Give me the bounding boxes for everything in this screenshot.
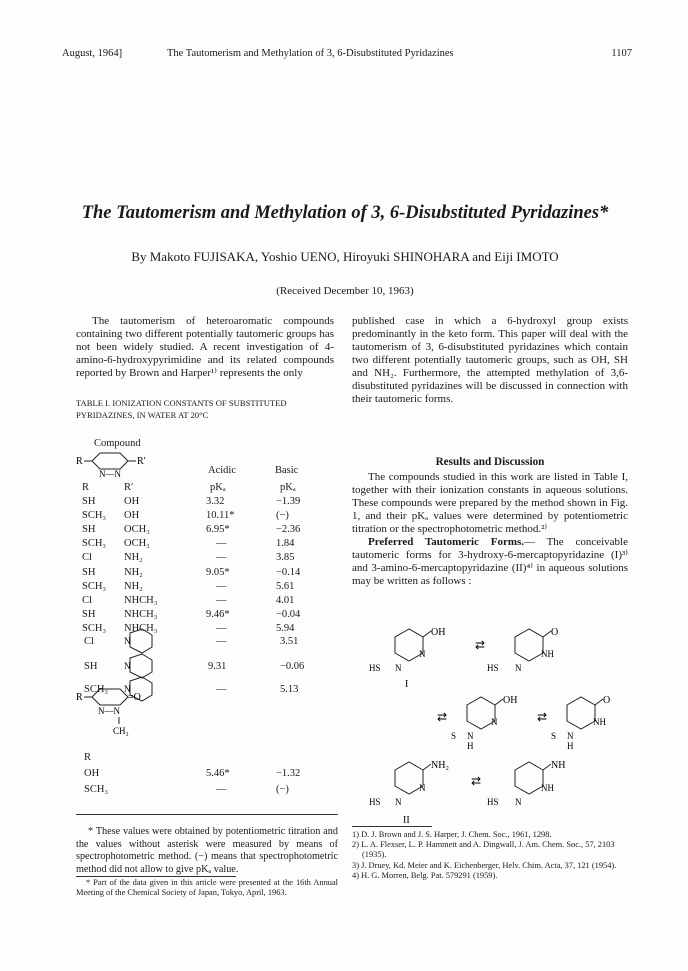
table-cell-basic: 4.01 [276, 594, 295, 606]
table-cell-basic: 3.85 [276, 552, 295, 564]
compound-label-II: II [403, 815, 410, 826]
pyridazinone-nn: N—N [98, 706, 120, 716]
svg-text:N: N [395, 663, 402, 673]
svg-text:N: N [419, 649, 426, 659]
authors: By Makoto FUJISAKA, Yoshio UENO, Hiroyuki SHINOHARA and Eiji IMOTO [131, 249, 559, 264]
svg-text:N: N [467, 731, 474, 741]
table-cell-r2: NHCH₃ [124, 594, 158, 606]
table-cell-r: SCH₃ [82, 510, 107, 522]
svg-text:OH: OH [431, 627, 446, 638]
svg-text:N: N [567, 731, 574, 741]
svg-text:S: S [551, 731, 557, 741]
table-cell-acidic: — [216, 552, 227, 564]
pyridazinone-o: =O [128, 692, 141, 703]
svg-text:⇄: ⇄ [537, 710, 548, 724]
svg-text:N: N [491, 717, 498, 727]
svg-text:H: H [467, 741, 474, 751]
svg-text:N: N [395, 797, 402, 807]
table-cell-basic: −0.14 [276, 566, 301, 578]
compound-II-amino [369, 760, 449, 826]
table-cell-acidic: 9.46* [206, 608, 230, 620]
table-note [76, 826, 338, 876]
pyridazine-ring-icon [124, 628, 160, 654]
svg-text:NH₂: NH₂ [431, 760, 449, 771]
svg-text:⇄: ⇄ [471, 774, 482, 788]
pyridazinone-r: R [76, 692, 83, 703]
svg-text:OH: OH [503, 695, 518, 706]
running-head-title: The Tautomerism and Methylation of 3, 6-Disubstituted Pyridazines [167, 48, 454, 59]
table-cell-r: SCH₃ [82, 622, 107, 634]
equilibrium-arrow: ⇄ [475, 638, 486, 652]
svg-text:N: N [515, 663, 522, 673]
svg-text:N: N [515, 797, 522, 807]
table-cell-basic: −0.04 [276, 608, 301, 620]
results-paragraph: The compounds studied in this work are listed in Table I, together with their ionization constants in aqueous solutions. These compounds were prepared by the method shown in Fig. 1, and their pKₐ values were determined by potentiometric titration or the spectrophotometric method.²⁾ [352, 471, 628, 535]
table-cell-acidic: 6.95* [206, 524, 230, 536]
reference-3: 3) J. Druey, Kd. Meier and K. Eichenberger, Helv. Chim. Acta, 37, 121 (1954). [352, 860, 617, 870]
results-body [352, 471, 628, 588]
table-cell-r: Cl [82, 594, 92, 606]
table-cell-basic: 3.51 [280, 636, 299, 647]
table-cell-basic: −2.36 [276, 524, 301, 536]
table-cell-r: SCH₃ [82, 580, 107, 592]
running-head [62, 48, 632, 64]
svg-text:N: N [124, 661, 131, 671]
svg-text:HS: HS [487, 663, 499, 673]
table-caption-text: IONIZATION CONSTANTS OF SUBSTITUTED PYRIDAZINES, IN WATER AT 20°C [76, 398, 287, 420]
struct-r2-label: R′ [137, 456, 146, 467]
col-r2-header: R′ [124, 482, 134, 493]
basic-pk-label: pKₐ [280, 482, 296, 493]
compound-I-keto [487, 627, 558, 673]
svg-text:NH: NH [551, 760, 566, 771]
compound-II-imino [487, 760, 565, 807]
compound-I-hydroxy [369, 627, 445, 690]
intro-left [76, 315, 334, 380]
table-cell-r: SCH₃ [82, 538, 107, 550]
table-cell-acidic: 10.11* [206, 510, 235, 522]
table-cell-r: SH [82, 496, 96, 507]
table-cell-r2: NHCH₃ [124, 608, 158, 620]
svg-text:NH: NH [541, 649, 554, 659]
table-cell-r: SH [82, 524, 96, 536]
table-cell-r: OH [84, 768, 100, 779]
received-date: (Received December 10, 1963) [276, 285, 414, 297]
table-cell-basic: −0.06 [280, 661, 305, 672]
reference-1: 1) D. J. Brown and J. S. Harper, J. Chem. Soc., 1961, 1298. [352, 830, 552, 839]
table-cell-basic: (−) [276, 510, 289, 522]
last-r-header: R [84, 752, 92, 763]
preferred-text: — The conceivable tautomeric forms for 3-hydroxy-6-mercaptopyridazine (I)³⁾ and 3-amino-6-mercaptopyridazine (II)⁴⁾ in aqueous solutions may be written as follows : [352, 536, 628, 587]
table-caption [76, 397, 338, 421]
compound-I-thione-keto [551, 695, 610, 751]
table-cell-r: SCH₃ [84, 684, 109, 695]
acidic-header: Acidic [208, 465, 236, 476]
table-cell-basic: 5.94 [276, 622, 295, 634]
svg-text:NH: NH [541, 783, 554, 793]
table-cell-acidic: 5.46* [206, 768, 230, 779]
svg-text:HS: HS [369, 663, 381, 673]
table-cell-r2: OH [124, 496, 140, 507]
table-cell-basic: −1.39 [276, 496, 301, 507]
pyridazine-structure [76, 451, 156, 479]
svg-text:⇄: ⇄ [437, 710, 448, 724]
table-cell-r: SH [82, 566, 96, 578]
svg-text:N: N [124, 684, 131, 694]
intro-right-text: published case in which a 6-hydroxyl group exists predominantly in the keto form. This paper will deal with the tautomerism of 3, 6-disubstituted pyridazines which contain two different potentially tautomeric groups, such as OH, SH and NH₂. Furthermore, the attempted methylation of 3,6-disubstituted pyridazines will be discussed in connection with their tautomeric forms. [352, 315, 628, 405]
table-bottom-rule [76, 814, 338, 815]
intro-left-text: The tautomerism of heteroaromatic compounds containing two different potentially tautomeric groups has not been widely studied. A recent investigation of 4-amino-6-hydroxypyrimidine and its related compounds reported by Brown and Harper¹⁾ represents the only [76, 315, 334, 379]
results-heading: Results and Discussion [435, 456, 545, 468]
table-cell-acidic: — [216, 684, 227, 695]
table-cell-acidic: — [216, 538, 227, 550]
svg-text:O: O [551, 627, 559, 638]
table-cell-acidic: 3.32 [206, 496, 225, 507]
table-cell-acidic: — [216, 580, 227, 592]
table-cell-r: SH [82, 608, 96, 620]
reference-2: 2) L. A. Flexser, L. P. Hammett and A. Dingwall, J. Am. Chem. Soc., 57, 2103 (1935). [352, 840, 615, 860]
table-cell-basic: −1.32 [276, 768, 301, 779]
table-cell-acidic: — [216, 622, 227, 634]
table-cell-r: Cl [82, 552, 92, 564]
intro-right [352, 315, 628, 406]
page-number: 1107 [611, 48, 632, 59]
table-cell-r2: OCH₃ [124, 538, 150, 550]
svg-text:HS: HS [369, 797, 381, 807]
compound-I-thione-hydroxy [451, 695, 517, 751]
table-cell-r2: NH₂ [124, 566, 143, 578]
table-cell-basic: 5.13 [280, 684, 299, 695]
svg-text:HS: HS [487, 797, 499, 807]
running-head-date: August, 1964] [62, 48, 123, 59]
table-note-text: * These values were obtained by potentiometric titration and the values without asterisk were measured by means of spectrophotometric method. (−) means that spectrophotometric method did not allow to give pKₐ value. [76, 826, 338, 875]
svg-text:S: S [451, 731, 457, 741]
footnote [76, 878, 338, 899]
pyridazinone-structure [76, 686, 166, 738]
tautomer-schemes [355, 625, 630, 830]
compound-header: Compound [94, 438, 141, 449]
svg-text:N: N [124, 636, 131, 646]
table-cell-r2: NH₂ [124, 552, 143, 564]
svg-text:H: H [567, 741, 574, 751]
table-cell-acidic: — [216, 784, 227, 795]
table-cell-r: SCH₃ [84, 784, 109, 795]
table-cell-acidic: — [216, 594, 227, 606]
table-cell-r: Cl [84, 636, 94, 647]
pyridazinone-ch3: CH₃ [113, 726, 129, 736]
table-cell-r2: OH [124, 510, 140, 522]
compound-label-I: I [405, 679, 409, 690]
footnote-text: * Part of the data given in this article were presented at the 16th Annual Meeting of the Chemical Society of Japan, Tokyo, April, 1963. [76, 878, 338, 898]
footnote-rule [76, 876, 236, 877]
col-r-header: R [82, 482, 90, 493]
references-rule [352, 826, 432, 827]
table-cell-r2: NH₂ [124, 580, 143, 592]
table-cell-acidic: 9.31 [208, 661, 227, 672]
svg-text:N—N: N—N [99, 469, 121, 479]
reference-4: 4) H. G. Morren, Belg. Pat. 579291 (1959). [352, 870, 498, 880]
table-cell-basic: (−) [276, 784, 289, 795]
svg-text:N: N [419, 783, 426, 793]
svg-text:NH: NH [593, 717, 606, 727]
basic-header: Basic [275, 465, 299, 476]
table-cell-r: SH [84, 661, 98, 672]
preferred-heading: Preferred Tautomeric Forms. [368, 536, 525, 548]
table-cell-acidic: 9.05* [206, 566, 230, 578]
table-cell-r2: NHCH₃ [124, 622, 158, 634]
article-title: The Tautomerism and Methylation of 3, 6-Disubstituted Pyridazines* [81, 203, 609, 223]
table-label: TABLE I. [76, 398, 111, 408]
table-cell-r2: OCH₃ [124, 524, 150, 536]
table-cell-basic: 1.84 [276, 538, 295, 550]
references [352, 830, 628, 881]
struct-r-label: R [76, 456, 83, 467]
table-cell-acidic: — [216, 636, 227, 647]
svg-text:O: O [603, 695, 611, 706]
table-cell-basic: 5.61 [276, 580, 295, 592]
acidic-pk-label: pKₐ [210, 482, 226, 493]
